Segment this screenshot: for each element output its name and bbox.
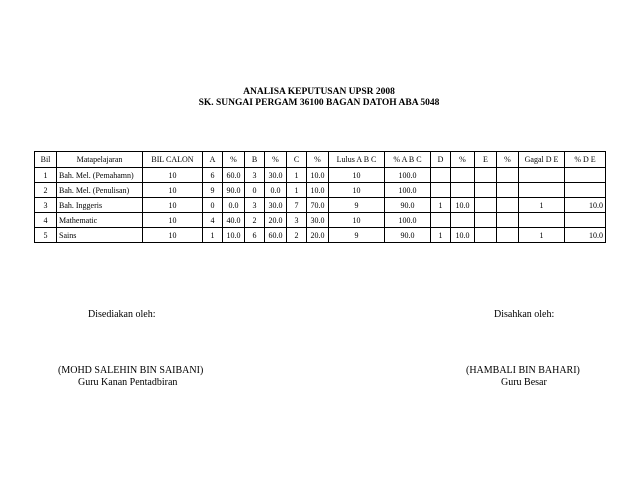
column-header: %: [307, 152, 329, 168]
table-cell: 60.0: [223, 168, 245, 183]
school-name: SK. SUNGAI PERGAM 36100 BAGAN DATOH ABA 5048: [198, 98, 440, 108]
table-cell: 2: [35, 183, 57, 198]
table-cell: 30.0: [307, 213, 329, 228]
table-cell: 1: [287, 168, 307, 183]
prepared-by-name: (MOHD SALEHIN BIN SAIBANI): [58, 365, 204, 376]
table-row: [35, 198, 606, 213]
results-table: [34, 151, 606, 243]
table-cell: 1: [35, 168, 57, 183]
table-cell: 10.0: [223, 228, 245, 243]
approved-by-title: Guru Besar: [501, 377, 547, 388]
table-cell: 6: [203, 168, 223, 183]
table-cell: 60.0: [265, 228, 287, 243]
table-cell: 3: [287, 213, 307, 228]
table-cell: 10.0: [307, 168, 329, 183]
table-cell: 1: [431, 198, 451, 213]
table-cell: 40.0: [223, 213, 245, 228]
table-cell: [451, 183, 475, 198]
table-cell: 1: [431, 228, 451, 243]
column-header: % A B C: [385, 152, 431, 168]
column-header: C: [287, 152, 307, 168]
column-header: Matapelajaran: [57, 152, 143, 168]
table-cell: [519, 183, 565, 198]
approved-by-name: (HAMBALI BIN BAHARI): [466, 365, 580, 376]
table-cell: 20.0: [265, 213, 287, 228]
table-cell: [431, 213, 451, 228]
table-cell: 1: [203, 228, 223, 243]
column-header: Gagal D E: [519, 152, 565, 168]
table-cell: [519, 168, 565, 183]
table-row: [35, 183, 606, 198]
table-cell: 1: [519, 228, 565, 243]
table-cell: 0.0: [265, 183, 287, 198]
prepared-by-label: Disediakan oleh:: [88, 309, 156, 320]
table-cell: [497, 228, 519, 243]
column-header: %: [451, 152, 475, 168]
column-header: B: [245, 152, 265, 168]
table-cell: [565, 213, 606, 228]
table-cell: 10: [329, 168, 385, 183]
table-cell: 100.0: [385, 213, 431, 228]
prepared-by-title: Guru Kanan Pentadbiran: [78, 377, 178, 388]
table-cell: 1: [287, 183, 307, 198]
column-header: Lulus A B C: [329, 152, 385, 168]
table-cell: Mathematic: [57, 213, 143, 228]
column-header: E: [475, 152, 497, 168]
table-cell: 3: [245, 168, 265, 183]
table-cell: 0.0: [223, 198, 245, 213]
column-header: Bil: [35, 152, 57, 168]
table-cell: 4: [203, 213, 223, 228]
table-cell: 1: [519, 198, 565, 213]
table-cell: 20.0: [307, 228, 329, 243]
table-cell: 90.0: [223, 183, 245, 198]
table-cell: 100.0: [385, 183, 431, 198]
table-cell: 9: [203, 183, 223, 198]
table-cell: Sains: [57, 228, 143, 243]
table-cell: [497, 168, 519, 183]
table-cell: 6: [245, 228, 265, 243]
table-cell: 10.0: [451, 228, 475, 243]
table-cell: 3: [35, 198, 57, 213]
table-cell: 100.0: [385, 168, 431, 183]
table-row: [35, 228, 606, 243]
table-cell: [451, 213, 475, 228]
table-cell: [475, 168, 497, 183]
table-cell: [451, 168, 475, 183]
table-cell: 10.0: [307, 183, 329, 198]
table-cell: 10: [143, 198, 203, 213]
table-cell: 9: [329, 198, 385, 213]
column-header: A: [203, 152, 223, 168]
table-cell: 90.0: [385, 198, 431, 213]
table-cell: 90.0: [385, 228, 431, 243]
table-cell: 10: [143, 228, 203, 243]
table-cell: 10: [143, 213, 203, 228]
table-cell: 0: [245, 183, 265, 198]
table-cell: [475, 183, 497, 198]
table-cell: 7: [287, 198, 307, 213]
table-cell: 4: [35, 213, 57, 228]
table-cell: [475, 198, 497, 213]
table-cell: 10.0: [565, 198, 606, 213]
table-cell: [497, 213, 519, 228]
column-header: % D E: [565, 152, 606, 168]
table-cell: [565, 168, 606, 183]
table-cell: Bah. Inggeris: [57, 198, 143, 213]
table-cell: 10.0: [565, 228, 606, 243]
table-cell: [497, 198, 519, 213]
table-cell: 10.0: [451, 198, 475, 213]
table-cell: 10: [143, 168, 203, 183]
column-header: %: [497, 152, 519, 168]
table-cell: 70.0: [307, 198, 329, 213]
column-header: D: [431, 152, 451, 168]
table-cell: [431, 183, 451, 198]
table-cell: [519, 213, 565, 228]
table-cell: Bah. Mel. (Pemahamn): [57, 168, 143, 183]
table-cell: 10: [329, 183, 385, 198]
table-cell: 2: [245, 213, 265, 228]
table-cell: 10: [143, 183, 203, 198]
table-cell: [475, 213, 497, 228]
table-cell: [497, 183, 519, 198]
table-cell: 0: [203, 198, 223, 213]
approved-by-label: Disahkan oleh:: [494, 309, 555, 320]
header-row: [35, 152, 606, 168]
table-cell: 9: [329, 228, 385, 243]
table-cell: 2: [287, 228, 307, 243]
table-cell: 3: [245, 198, 265, 213]
table-cell: [431, 168, 451, 183]
table-row: [35, 168, 606, 183]
column-header: BIL CALON: [143, 152, 203, 168]
table-cell: Bah. Mel. (Penulisan): [57, 183, 143, 198]
table-cell: 30.0: [265, 168, 287, 183]
table-cell: [475, 228, 497, 243]
table-cell: [565, 183, 606, 198]
table-cell: 5: [35, 228, 57, 243]
column-header: %: [223, 152, 245, 168]
table-cell: 30.0: [265, 198, 287, 213]
table-row: [35, 213, 606, 228]
column-header: %: [265, 152, 287, 168]
report-title: ANALISA KEPUTUSAN UPSR 2008: [243, 87, 395, 97]
table-cell: 10: [329, 213, 385, 228]
